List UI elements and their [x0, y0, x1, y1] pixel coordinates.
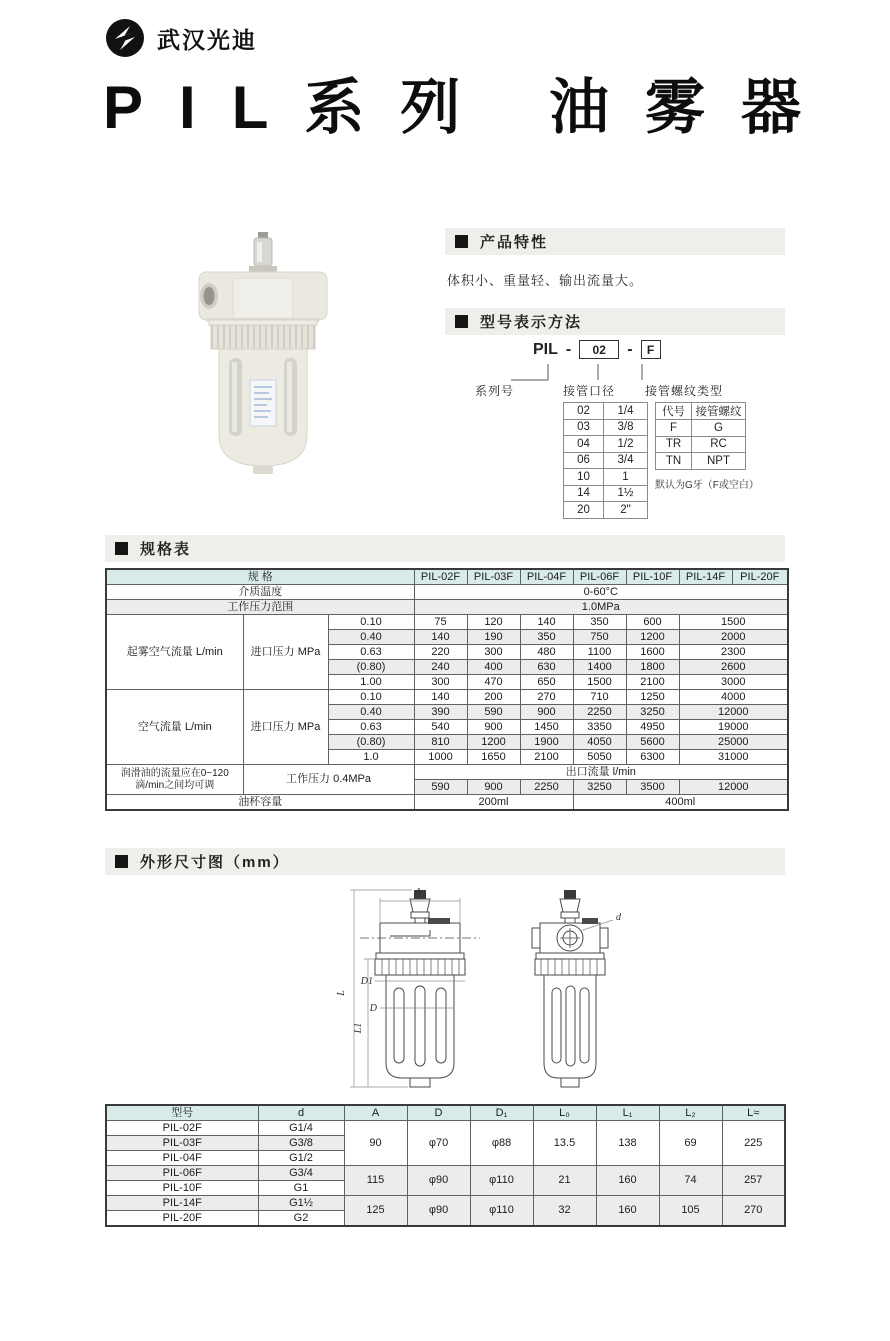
table-cell: 75 [414, 615, 467, 630]
table-cell: 300 [467, 645, 520, 660]
column-header: PIL-20F [732, 569, 788, 585]
table-cell: 300 [414, 675, 467, 690]
table-cell: 390 [414, 705, 467, 720]
table-cell: 900 [467, 720, 520, 735]
table-cell: 600 [626, 615, 679, 630]
table-cell: PIL-03F [106, 1136, 258, 1151]
table-cell: 12000 [679, 705, 788, 720]
thread-type-table-grid [655, 402, 746, 470]
table-cell: φ90 [407, 1166, 470, 1196]
table-cell: G1½ [258, 1196, 344, 1211]
section-dims-header [105, 848, 785, 875]
model-prefix: PIL [533, 340, 558, 358]
table-cell: PIL-20F [106, 1211, 258, 1227]
column-header: 型号 [106, 1105, 258, 1121]
table-cell: 1200 [626, 630, 679, 645]
table-cell: 02 [564, 403, 604, 420]
table-cell: (0.80) [328, 660, 414, 675]
column-header: d [258, 1105, 344, 1121]
dimension-table-grid [105, 1104, 786, 1227]
table-cell: 220 [414, 645, 467, 660]
table-cell: 14 [564, 485, 604, 502]
table-cell: 31000 [679, 750, 788, 765]
table-cell: φ88 [470, 1121, 533, 1166]
table-cell: 540 [414, 720, 467, 735]
table-cell: 69 [659, 1121, 722, 1166]
table-cell: 4000 [679, 690, 788, 705]
table-cell: G1/2 [258, 1151, 344, 1166]
table-cell: 1900 [520, 735, 573, 750]
lightning-logo-icon [105, 18, 145, 58]
table-cell: 25000 [679, 735, 788, 750]
model-thread-box: F [641, 340, 661, 359]
table-cell: 270 [520, 690, 573, 705]
table-cell: G1/4 [258, 1121, 344, 1136]
table-cell: 润滑油的流量应在0~120滴/min之间均可调 [106, 765, 243, 795]
table-cell: φ110 [470, 1196, 533, 1227]
port-size-table-grid [563, 402, 648, 519]
column-header: A [344, 1105, 407, 1121]
table-cell: 190 [467, 630, 520, 645]
table-cell: 0.63 [328, 645, 414, 660]
table-cell: 105 [659, 1196, 722, 1227]
table-cell: 140 [414, 630, 467, 645]
spec-table [105, 568, 789, 811]
dim-label-a: A [414, 887, 422, 898]
table-cell: 4950 [626, 720, 679, 735]
table-cell: 32 [533, 1196, 596, 1227]
table-cell: 21 [533, 1166, 596, 1196]
feature-text: 体积小、重量轻、输出流量大。 [447, 273, 644, 288]
section-model-title: 型号表示方法 [480, 314, 583, 331]
table-cell: 480 [520, 645, 573, 660]
table-cell: 270 [722, 1196, 785, 1227]
table-cell: 1 [604, 469, 648, 486]
page-title: PIL系列 油雾器 [103, 74, 838, 141]
dim-label-d: D [369, 1003, 377, 1014]
spec-table-grid [105, 568, 789, 811]
table-cell: 介质温度 [106, 585, 414, 600]
table-cell: 3350 [573, 720, 626, 735]
table-cell: 115 [344, 1166, 407, 1196]
product-photo [183, 230, 343, 480]
table-cell: RC [692, 436, 746, 453]
table-cell: 1.00 [328, 675, 414, 690]
table-cell: 590 [467, 705, 520, 720]
table-cell: 进口压力 MPa [243, 615, 328, 690]
callout-port: 接管口径 [563, 384, 616, 398]
table-cell: 470 [467, 675, 520, 690]
table-cell: 工作压力范围 [106, 600, 414, 615]
table-cell: PIL-04F [106, 1151, 258, 1166]
table-cell: 2100 [626, 675, 679, 690]
table-cell: 74 [659, 1166, 722, 1196]
table-cell: 1600 [626, 645, 679, 660]
table-cell: 400ml [573, 795, 788, 811]
section-specs-title: 规格表 [140, 541, 192, 558]
callout-series: 系列号 [475, 384, 515, 398]
column-header: PIL-06F [573, 569, 626, 585]
section-bullet-icon [115, 855, 128, 868]
table-cell: 138 [596, 1121, 659, 1166]
table-cell: G3/8 [258, 1136, 344, 1151]
table-cell: PIL-02F [106, 1121, 258, 1136]
port-size-table [563, 402, 648, 519]
model-dash: - [565, 340, 572, 358]
table-cell: 1.0 [328, 750, 414, 765]
table-cell: 空气流量 L/min [106, 690, 243, 765]
dim-label-d1: D1 [360, 976, 373, 987]
dimension-table [105, 1104, 786, 1227]
table-cell: 3/8 [604, 419, 648, 436]
column-header: PIL-03F [467, 569, 520, 585]
section-features-title: 产品特性 [480, 234, 549, 251]
table-cell: 240 [414, 660, 467, 675]
dim-label-l1: L1 [353, 1022, 364, 1034]
column-header: D [407, 1105, 470, 1121]
table-cell: 125 [344, 1196, 407, 1227]
table-cell: φ70 [407, 1121, 470, 1166]
dim-label-d-small: d [616, 912, 621, 923]
table-cell: 590 [414, 780, 467, 795]
table-cell: 1450 [520, 720, 573, 735]
column-header: PIL-04F [520, 569, 573, 585]
column-header: PIL-10F [626, 569, 679, 585]
table-cell: 3000 [679, 675, 788, 690]
section-dims-title: 外形尺寸图（mm） [140, 854, 290, 871]
table-cell: 1200 [467, 735, 520, 750]
table-cell: 140 [414, 690, 467, 705]
table-cell: (0.80) [328, 735, 414, 750]
callout-thread: 接管螺纹类型 [645, 384, 724, 398]
table-cell: 350 [520, 630, 573, 645]
table-cell: 2" [604, 502, 648, 519]
model-code [533, 340, 661, 359]
dimension-lines [350, 890, 613, 1087]
table-cell: G3/4 [258, 1166, 344, 1181]
table-cell: 工作压力 0.4MPa [243, 765, 414, 795]
table-cell: 2250 [520, 780, 573, 795]
table-cell: 2250 [573, 705, 626, 720]
column-header: L₀ [533, 1105, 596, 1121]
table-cell: 19000 [679, 720, 788, 735]
table-cell: 2000 [679, 630, 788, 645]
table-cell: 2100 [520, 750, 573, 765]
table-cell: 900 [467, 780, 520, 795]
table-cell: 630 [520, 660, 573, 675]
table-cell: G1 [258, 1181, 344, 1196]
column-header: PIL-02F [414, 569, 467, 585]
table-cell: PIL-10F [106, 1181, 258, 1196]
table-cell: 400 [467, 660, 520, 675]
table-cell: 起雾空气流量 L/min [106, 615, 243, 690]
section-bullet-icon [455, 315, 468, 328]
table-cell: 1250 [626, 690, 679, 705]
table-cell: 12000 [679, 780, 788, 795]
table-cell: 5600 [626, 735, 679, 750]
brand [105, 18, 257, 58]
callout-lines [445, 362, 745, 382]
table-cell: φ90 [407, 1196, 470, 1227]
table-cell: 6300 [626, 750, 679, 765]
table-cell: 1500 [573, 675, 626, 690]
table-cell: 750 [573, 630, 626, 645]
table-cell: 06 [564, 452, 604, 469]
section-bullet-icon [455, 235, 468, 248]
table-cell: 90 [344, 1121, 407, 1166]
table-cell: 5050 [573, 750, 626, 765]
section-specs-header [105, 535, 785, 562]
table-cell: 进口压力 MPa [243, 690, 328, 765]
table-cell: 20 [564, 502, 604, 519]
table-cell: 350 [573, 615, 626, 630]
table-cell: 13.5 [533, 1121, 596, 1166]
table-cell: 1/4 [604, 403, 648, 420]
section-bullet-icon [115, 542, 128, 555]
table-cell: 225 [722, 1121, 785, 1166]
table-cell: 120 [467, 615, 520, 630]
table-cell: 140 [520, 615, 573, 630]
table-cell: 0.63 [328, 720, 414, 735]
table-cell: φ110 [470, 1166, 533, 1196]
section-model-header [445, 308, 785, 335]
column-header: 规 格 [106, 569, 414, 585]
table-cell: 1500 [679, 615, 788, 630]
table-cell: 1400 [573, 660, 626, 675]
table-cell: 0.10 [328, 690, 414, 705]
table-cell: 4050 [573, 735, 626, 750]
brand-name: 武汉光迪 [157, 26, 257, 53]
thread-type-table [655, 402, 746, 470]
table-cell: F [656, 420, 692, 437]
table-cell: 810 [414, 735, 467, 750]
table-cell: 03 [564, 419, 604, 436]
table-cell: 1800 [626, 660, 679, 675]
outline-drawing [330, 878, 660, 1103]
model-diagram [445, 340, 790, 540]
table-cell: 3/4 [604, 452, 648, 469]
dim-label-l: L [336, 990, 347, 996]
column-header: L≈ [722, 1105, 785, 1121]
table-cell: 3500 [626, 780, 679, 795]
table-cell: 200 [467, 690, 520, 705]
table-cell: 200ml [414, 795, 573, 811]
table-cell: 10 [564, 469, 604, 486]
table-cell: TR [656, 436, 692, 453]
table-cell: 0.10 [328, 615, 414, 630]
column-header: D₁ [470, 1105, 533, 1121]
table-cell: 0-60°C [414, 585, 788, 600]
table-cell: PIL-14F [106, 1196, 258, 1211]
column-header: L₂ [659, 1105, 722, 1121]
table-cell: 1.0MPa [414, 600, 788, 615]
table-cell: G2 [258, 1211, 344, 1227]
table-cell: 1½ [604, 485, 648, 502]
table-cell: 3250 [626, 705, 679, 720]
table-cell: PIL-06F [106, 1166, 258, 1181]
table-cell: 3250 [573, 780, 626, 795]
table-cell: 1/2 [604, 436, 648, 453]
table-cell: 650 [520, 675, 573, 690]
table-cell: 710 [573, 690, 626, 705]
table-cell: 出口流量 l/min [414, 765, 788, 780]
table-cell: NPT [692, 453, 746, 470]
model-dash: - [627, 340, 633, 358]
table-cell: 1000 [414, 750, 467, 765]
table-cell: 1650 [467, 750, 520, 765]
table-cell: 04 [564, 436, 604, 453]
section-features-header [445, 228, 785, 255]
table-cell: 2600 [679, 660, 788, 675]
table-cell: 1100 [573, 645, 626, 660]
table-cell: 油杯容量 [106, 795, 414, 811]
table-cell: 2300 [679, 645, 788, 660]
table-cell: 0.40 [328, 705, 414, 720]
table-cell: 160 [596, 1166, 659, 1196]
table-cell: 代号 [656, 403, 692, 420]
table-cell: 257 [722, 1166, 785, 1196]
table-cell: 0.40 [328, 630, 414, 645]
table-cell: 160 [596, 1196, 659, 1227]
table-cell: 900 [520, 705, 573, 720]
table-cell: G [692, 420, 746, 437]
table-cell: TN [656, 453, 692, 470]
table-cell: 接管螺纹 [692, 403, 746, 420]
model-size-box: 02 [579, 340, 619, 359]
column-header: L₁ [596, 1105, 659, 1121]
column-header: PIL-14F [679, 569, 732, 585]
default-thread-note: 默认为G牙（F或空白） [655, 480, 759, 491]
